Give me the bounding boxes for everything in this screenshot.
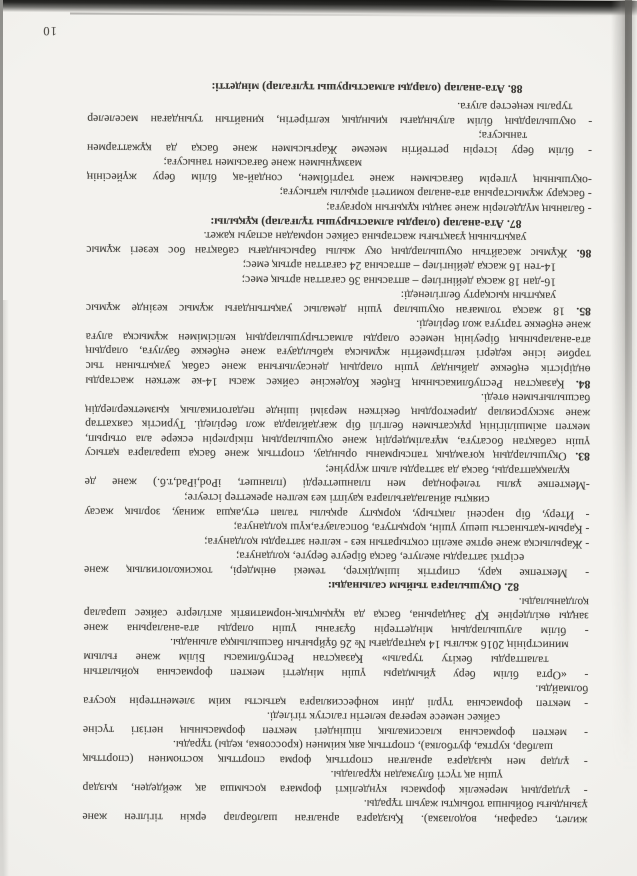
text-line: және экскурсиялар директордың бекіткен мерзімі ішінде педагогикалық қызметкерлердің [85, 403, 591, 420]
text-line: жилет, сарафан, водолазка). Қыздарға арналған шалбарлар еркін тігілген және [82, 810, 588, 827]
text-line: болмайды. [535, 682, 589, 696]
page-number: 10 [42, 24, 57, 39]
text-line: 83. Оқушылардың қоғамдық тапсырманы орындау, спорттық және басқа шараларға қатысу [84, 446, 590, 464]
text-line: уақытын қысқарту белгіленеді: [400, 288, 557, 303]
scan-edge-right [611, 0, 637, 876]
text-line: өндірістік еңбекке дайындау үшін олардың денсаулығына және сабақ уақытынан тыс [85, 359, 591, 376]
text-line: - мектеп формасына классикалық пішіндегі мектеп формасының негізгі түсіне [82, 723, 588, 740]
text-line: басшылығымен өтеді. [480, 391, 591, 406]
scan-edge-left-soft [3, 300, 9, 876]
text-line: - баланың мүдделерін және заңды құқығын қорғауға; [326, 201, 592, 216]
text-line: - білім алушылардың міндеттерін бұзғаны үшін оларды ата-аналарына және [83, 621, 589, 638]
text-line: есірткі заттарды әкелуге, басқа біреуге беруге, қолдануға; [235, 549, 525, 565]
text-line: үшін ақ түсті блузкадан құралады. [330, 768, 503, 783]
text-line: 88. Ата-аналар (оларды алмастырушы тұлғалар) міндетті: [211, 79, 523, 96]
text-line: 84. Қазақстан Республикасының Еңбек Кодексіне сәйкес жасы 14-ке жеткен жастарды [85, 373, 591, 391]
text-line: 16-дан 18 жасқа дейінгілер – аптасына 36 сағаттан артық емес; [241, 273, 557, 289]
text-line: талаптарды бекіту туралы» Қазақстан Республикасы Білім және ғылым [83, 650, 549, 667]
text-line: уақытының ұзақтығы жастарына сәйкес нормадан аспауы қажет. [203, 229, 527, 245]
document-text [82, 77, 592, 826]
text-line: шалбар, куртка, футболка), спорттық аяқ киімнен (кроссовка, кеды) тұрады. [172, 738, 553, 754]
text-line: - оқушылардың білім алуындағы қиындық келтіретін, қинайтын туындаған мәселелер [87, 112, 593, 129]
text-line: 87. Ата-аналар (оларды алмастырушы тұлғалар) құқылы: [210, 214, 522, 230]
text-line: - басқару жұмыстарына ата-аналар комитеті арқылы қатысуға; [279, 186, 592, 202]
text-line: - ұлдар мен қыздарға арналған спорттық форма спорттық костюмнен (спорттық [82, 752, 588, 769]
text-line: сәйкес немесе кереғар келетін галстук тігіледі. [266, 709, 501, 725]
text-line: 86. Жұмыс жасайтын оқушылардың оқу жылы барысындағы сабақтан бос кезегі жұмыс [86, 243, 592, 260]
text-line: -оқушының үлгерім бағасымен және тәртібімен, сондай-ақ білім беру жүйесінің [86, 170, 592, 187]
text-line: - Итеру, бір нәрсені лақтыру, қорқыту арқылы талап ету,ақша жинау, зорлық жасау [84, 504, 590, 522]
text-line: ата-аналарының біреуінің немесе оларды алмастырушылардың келісімімен жұмысқа алуға [85, 330, 591, 347]
text-line: 85. 18 жасқа толмаған оқушылар үшін демалыс уақытындағы жұмыс кезінде жұмыс [85, 301, 591, 318]
text-line: 14-тен 16 жасқа дейінгілер – аптасына 24 сағаттан артық емес; [242, 258, 557, 274]
text-line: және еңбекке тартуға жол беріледі. [416, 318, 591, 333]
scan-edge-right-dark [625, 0, 632, 526]
text-line: - Жарылысқа және өртке әкеліп соқтыратын кез - келген заттарды қолдануға; [204, 534, 590, 551]
text-line: құлаққаптарды, басқа да заттарды алып жүруіне; [325, 462, 570, 478]
text-line: - Қарым-қатынасты шешу үшін, қорқытуға, бопсалауға,күш қолдануға; [233, 520, 590, 536]
text-line: - «Орта білім беру ұйымдары үшін міндетті мектеп формасына қойылатын [83, 664, 589, 682]
text-line: министрінің 2016 жылғы 14 қаңтардағы № 26 бұйрығын басшылыққа алынады. [169, 636, 569, 653]
text-line: -Мектепке ұялы телефондар мен планшеттерді (планшет, iPod,iPad,т.б.) және де [84, 475, 590, 493]
text-line: - Мектепке қару, спирттік ішімдіктер, темекі өнімдері, токсикологиялық және [84, 563, 590, 580]
text-line: мазмұнымен және бағасымен танысуға; [163, 156, 362, 171]
text-line: ұзындығы бойынша тобықты жауып тұрады. [363, 797, 588, 813]
text-line: - мектеп формасына түрлі діни конфессияларға қатысты киім элементтерін қосуға [83, 693, 589, 711]
text-line: танысуға; [478, 129, 528, 143]
text-line: үшін сабақтан босатуға, мұғалімдердің және оқушылардың пікірлерін ескере ала отырып, [84, 432, 591, 449]
text-line: мектеп әкімшілігінің рұқсатымен белгілі бір жағдайларда жол беріледі. Туристік саяхаттар [85, 417, 591, 435]
text-line: - ұлдардың мерекелік формасы күнделікті формаға қосымша ақ жейдеден, қыздар [82, 781, 588, 798]
text-line: заңды өкілдеріне ҚР Заңдарына, басқа да құқықтық-нормативтік актілерге сәйкес шаралар [83, 606, 589, 624]
text-line: сияқты айналадағыларға қауіпті кез келген әрекеттер істеуге; [184, 491, 490, 507]
text-line: - білім беру істерін реттейтін мекеме Жарғысымен және басқа да құжаттармен [86, 141, 593, 158]
text-line: қолданылады. [518, 595, 589, 609]
text-line: тәрбие ісіне кедергі келтірмейтін жұмысқа қабылдауға және еңбекке баулуға, олардың [85, 344, 591, 362]
text-line: 82. Оқушыларға тыйым салынады: [327, 579, 520, 594]
text-line: туралы кеңестер алуға. [457, 100, 573, 114]
